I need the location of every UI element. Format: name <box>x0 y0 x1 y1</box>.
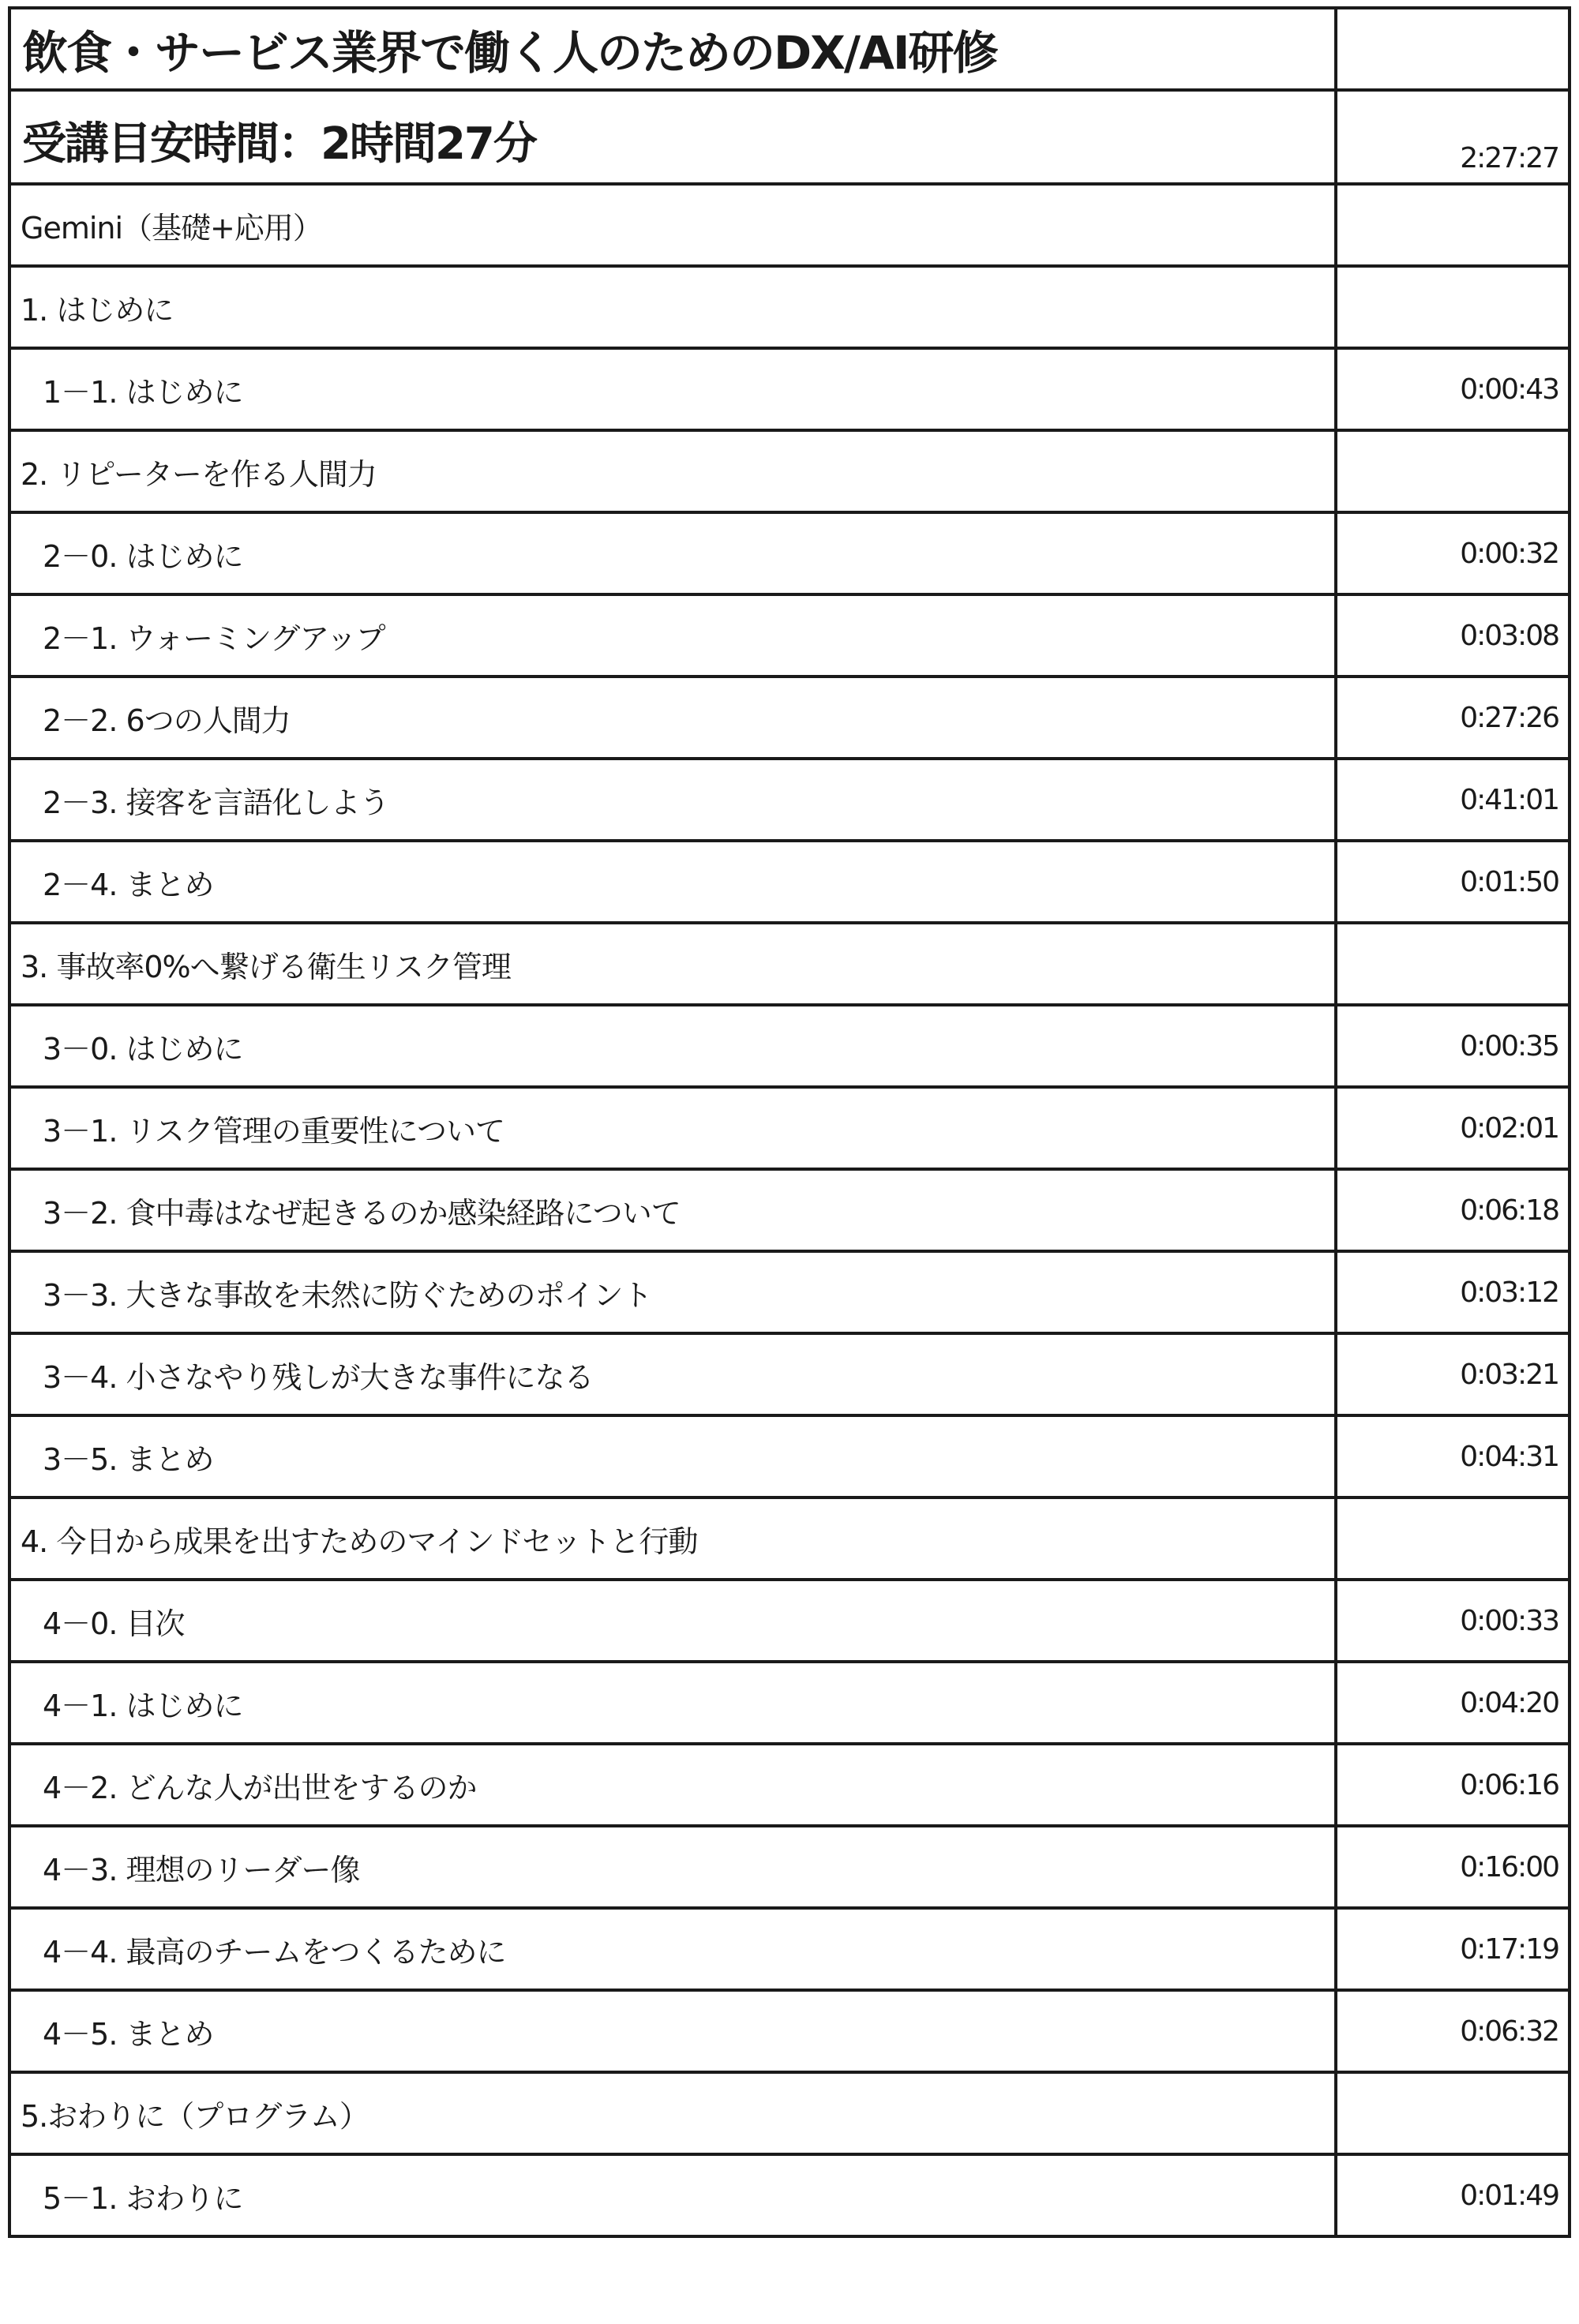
lesson-row <box>9 1333 1570 1415</box>
duration-row <box>9 90 1570 184</box>
lesson-row <box>9 1005 1570 1087</box>
lesson-title: 2－3. 接客を言語化しよう <box>43 785 389 820</box>
lesson-row <box>9 759 1570 841</box>
lesson-row <box>9 1087 1570 1169</box>
course-name: Gemini（基礎+応用） <box>21 210 322 246</box>
lesson-row <box>9 841 1570 923</box>
lesson-title: 3－1. リスク管理の重要性について <box>43 1113 504 1149</box>
lesson-cell <box>9 594 1336 677</box>
lesson-row <box>9 1580 1570 1662</box>
section-row <box>9 1497 1570 1580</box>
title-cell <box>9 8 1336 90</box>
course-time-cell <box>1336 184 1570 266</box>
lesson-duration: 0:03:12 <box>1336 1251 1570 1333</box>
lesson-duration: 0:01:50 <box>1336 841 1570 923</box>
section-time-cell <box>1336 923 1570 1005</box>
total-time: 2:27:27 <box>1336 90 1570 184</box>
duration-label: 受講目安時間：2時間27分 <box>22 118 536 170</box>
section-time-cell <box>1336 430 1570 512</box>
section-row <box>9 923 1570 1005</box>
lesson-cell <box>9 677 1336 759</box>
lesson-row <box>9 1826 1570 1908</box>
lesson-cell <box>9 1744 1336 1826</box>
lesson-cell <box>9 1005 1336 1087</box>
lesson-row <box>9 1990 1570 2072</box>
lesson-cell <box>9 841 1336 923</box>
duration-cell <box>9 90 1336 184</box>
lesson-title: 2－1. ウォーミングアップ <box>43 620 385 656</box>
lesson-duration: 0:00:32 <box>1336 512 1570 594</box>
section-title: 3. 事故率0%へ繋げる衛生リスク管理 <box>21 949 511 984</box>
section-title: 5.おわりに（プログラム） <box>21 2098 369 2134</box>
lesson-title: 4－3. 理想のリーダー像 <box>43 1852 360 1887</box>
lesson-duration: 0:02:01 <box>1336 1087 1570 1169</box>
lesson-title: 3－4. 小さなやり残しが大きな事件になる <box>43 1359 594 1395</box>
lesson-title: 5－1. おわりに <box>43 2180 243 2216</box>
lesson-duration: 0:04:31 <box>1336 1415 1570 1497</box>
lesson-cell <box>9 1251 1336 1333</box>
section-time-cell <box>1336 1497 1570 1580</box>
lesson-row <box>9 1744 1570 1826</box>
section-cell <box>9 266 1336 348</box>
lesson-duration: 0:06:18 <box>1336 1169 1570 1251</box>
title-time-cell <box>1336 8 1570 90</box>
lesson-title: 2－4. まとめ <box>43 867 214 902</box>
lesson-cell <box>9 1169 1336 1251</box>
lesson-row <box>9 1169 1570 1251</box>
page-title: 飲食・サービス業界で働く人のためのDX/AI研修 <box>22 26 997 80</box>
lesson-cell <box>9 1087 1336 1169</box>
lesson-duration: 0:03:21 <box>1336 1333 1570 1415</box>
section-title: 1. はじめに <box>21 292 174 328</box>
lesson-cell <box>9 348 1336 430</box>
section-title: 4. 今日から成果を出すためのマインドセットと行動 <box>21 1524 698 1559</box>
curriculum-table <box>8 6 1571 2238</box>
lesson-row <box>9 1908 1570 1990</box>
lesson-title: 2－2. 6つの人間力 <box>43 703 291 738</box>
course-row <box>9 184 1570 266</box>
section-cell <box>9 1497 1336 1580</box>
lesson-row <box>9 1662 1570 1744</box>
lesson-cell <box>9 1990 1336 2072</box>
section-cell <box>9 2072 1336 2154</box>
lesson-duration: 0:41:01 <box>1336 759 1570 841</box>
lesson-row <box>9 348 1570 430</box>
lesson-title: 1－1. はじめに <box>43 374 243 410</box>
lesson-row <box>9 1415 1570 1497</box>
lesson-duration: 0:27:26 <box>1336 677 1570 759</box>
section-cell <box>9 430 1336 512</box>
title-row <box>9 8 1570 90</box>
section-title: 2. リピーターを作る人間力 <box>21 456 377 492</box>
lesson-row <box>9 1251 1570 1333</box>
lesson-title: 4－0. 目次 <box>43 1606 185 1641</box>
lesson-duration: 0:00:35 <box>1336 1005 1570 1087</box>
lesson-row <box>9 2154 1570 2236</box>
lesson-cell <box>9 1908 1336 1990</box>
lesson-title: 2－0. はじめに <box>43 538 243 574</box>
lesson-duration: 0:00:43 <box>1336 348 1570 430</box>
lesson-title: 3－2. 食中毒はなぜ起きるのか感染経路について <box>43 1195 681 1231</box>
lesson-title: 3－3. 大きな事故を未然に防ぐためのポイント <box>43 1277 652 1313</box>
lesson-duration: 0:17:19 <box>1336 1908 1570 1990</box>
section-row <box>9 266 1570 348</box>
lesson-duration: 0:04:20 <box>1336 1662 1570 1744</box>
lesson-duration: 0:01:49 <box>1336 2154 1570 2236</box>
lesson-cell <box>9 512 1336 594</box>
lesson-title: 4－2. どんな人が出世をするのか <box>43 1770 477 1805</box>
lesson-title: 3－5. まとめ <box>43 1441 214 1477</box>
section-row <box>9 2072 1570 2154</box>
lesson-title: 4－4. 最高のチームをつくるために <box>43 1934 506 1970</box>
lesson-cell <box>9 1415 1336 1497</box>
lesson-title: 4－1. はじめに <box>43 1688 243 1723</box>
lesson-duration: 0:06:32 <box>1336 1990 1570 2072</box>
lesson-duration: 0:16:00 <box>1336 1826 1570 1908</box>
lesson-title: 4－5. まとめ <box>43 2016 214 2052</box>
section-time-cell <box>1336 266 1570 348</box>
section-row <box>9 430 1570 512</box>
lesson-cell <box>9 1333 1336 1415</box>
lesson-duration: 0:03:08 <box>1336 594 1570 677</box>
lesson-cell <box>9 2154 1336 2236</box>
course-cell <box>9 184 1336 266</box>
lesson-title: 3－0. はじめに <box>43 1031 243 1066</box>
lesson-row <box>9 594 1570 677</box>
lesson-cell <box>9 1826 1336 1908</box>
lesson-cell <box>9 1580 1336 1662</box>
lesson-row <box>9 512 1570 594</box>
lesson-row <box>9 677 1570 759</box>
lesson-cell <box>9 1662 1336 1744</box>
lesson-cell <box>9 759 1336 841</box>
section-cell <box>9 923 1336 1005</box>
lesson-duration: 0:00:33 <box>1336 1580 1570 1662</box>
section-time-cell <box>1336 2072 1570 2154</box>
lesson-duration: 0:06:16 <box>1336 1744 1570 1826</box>
